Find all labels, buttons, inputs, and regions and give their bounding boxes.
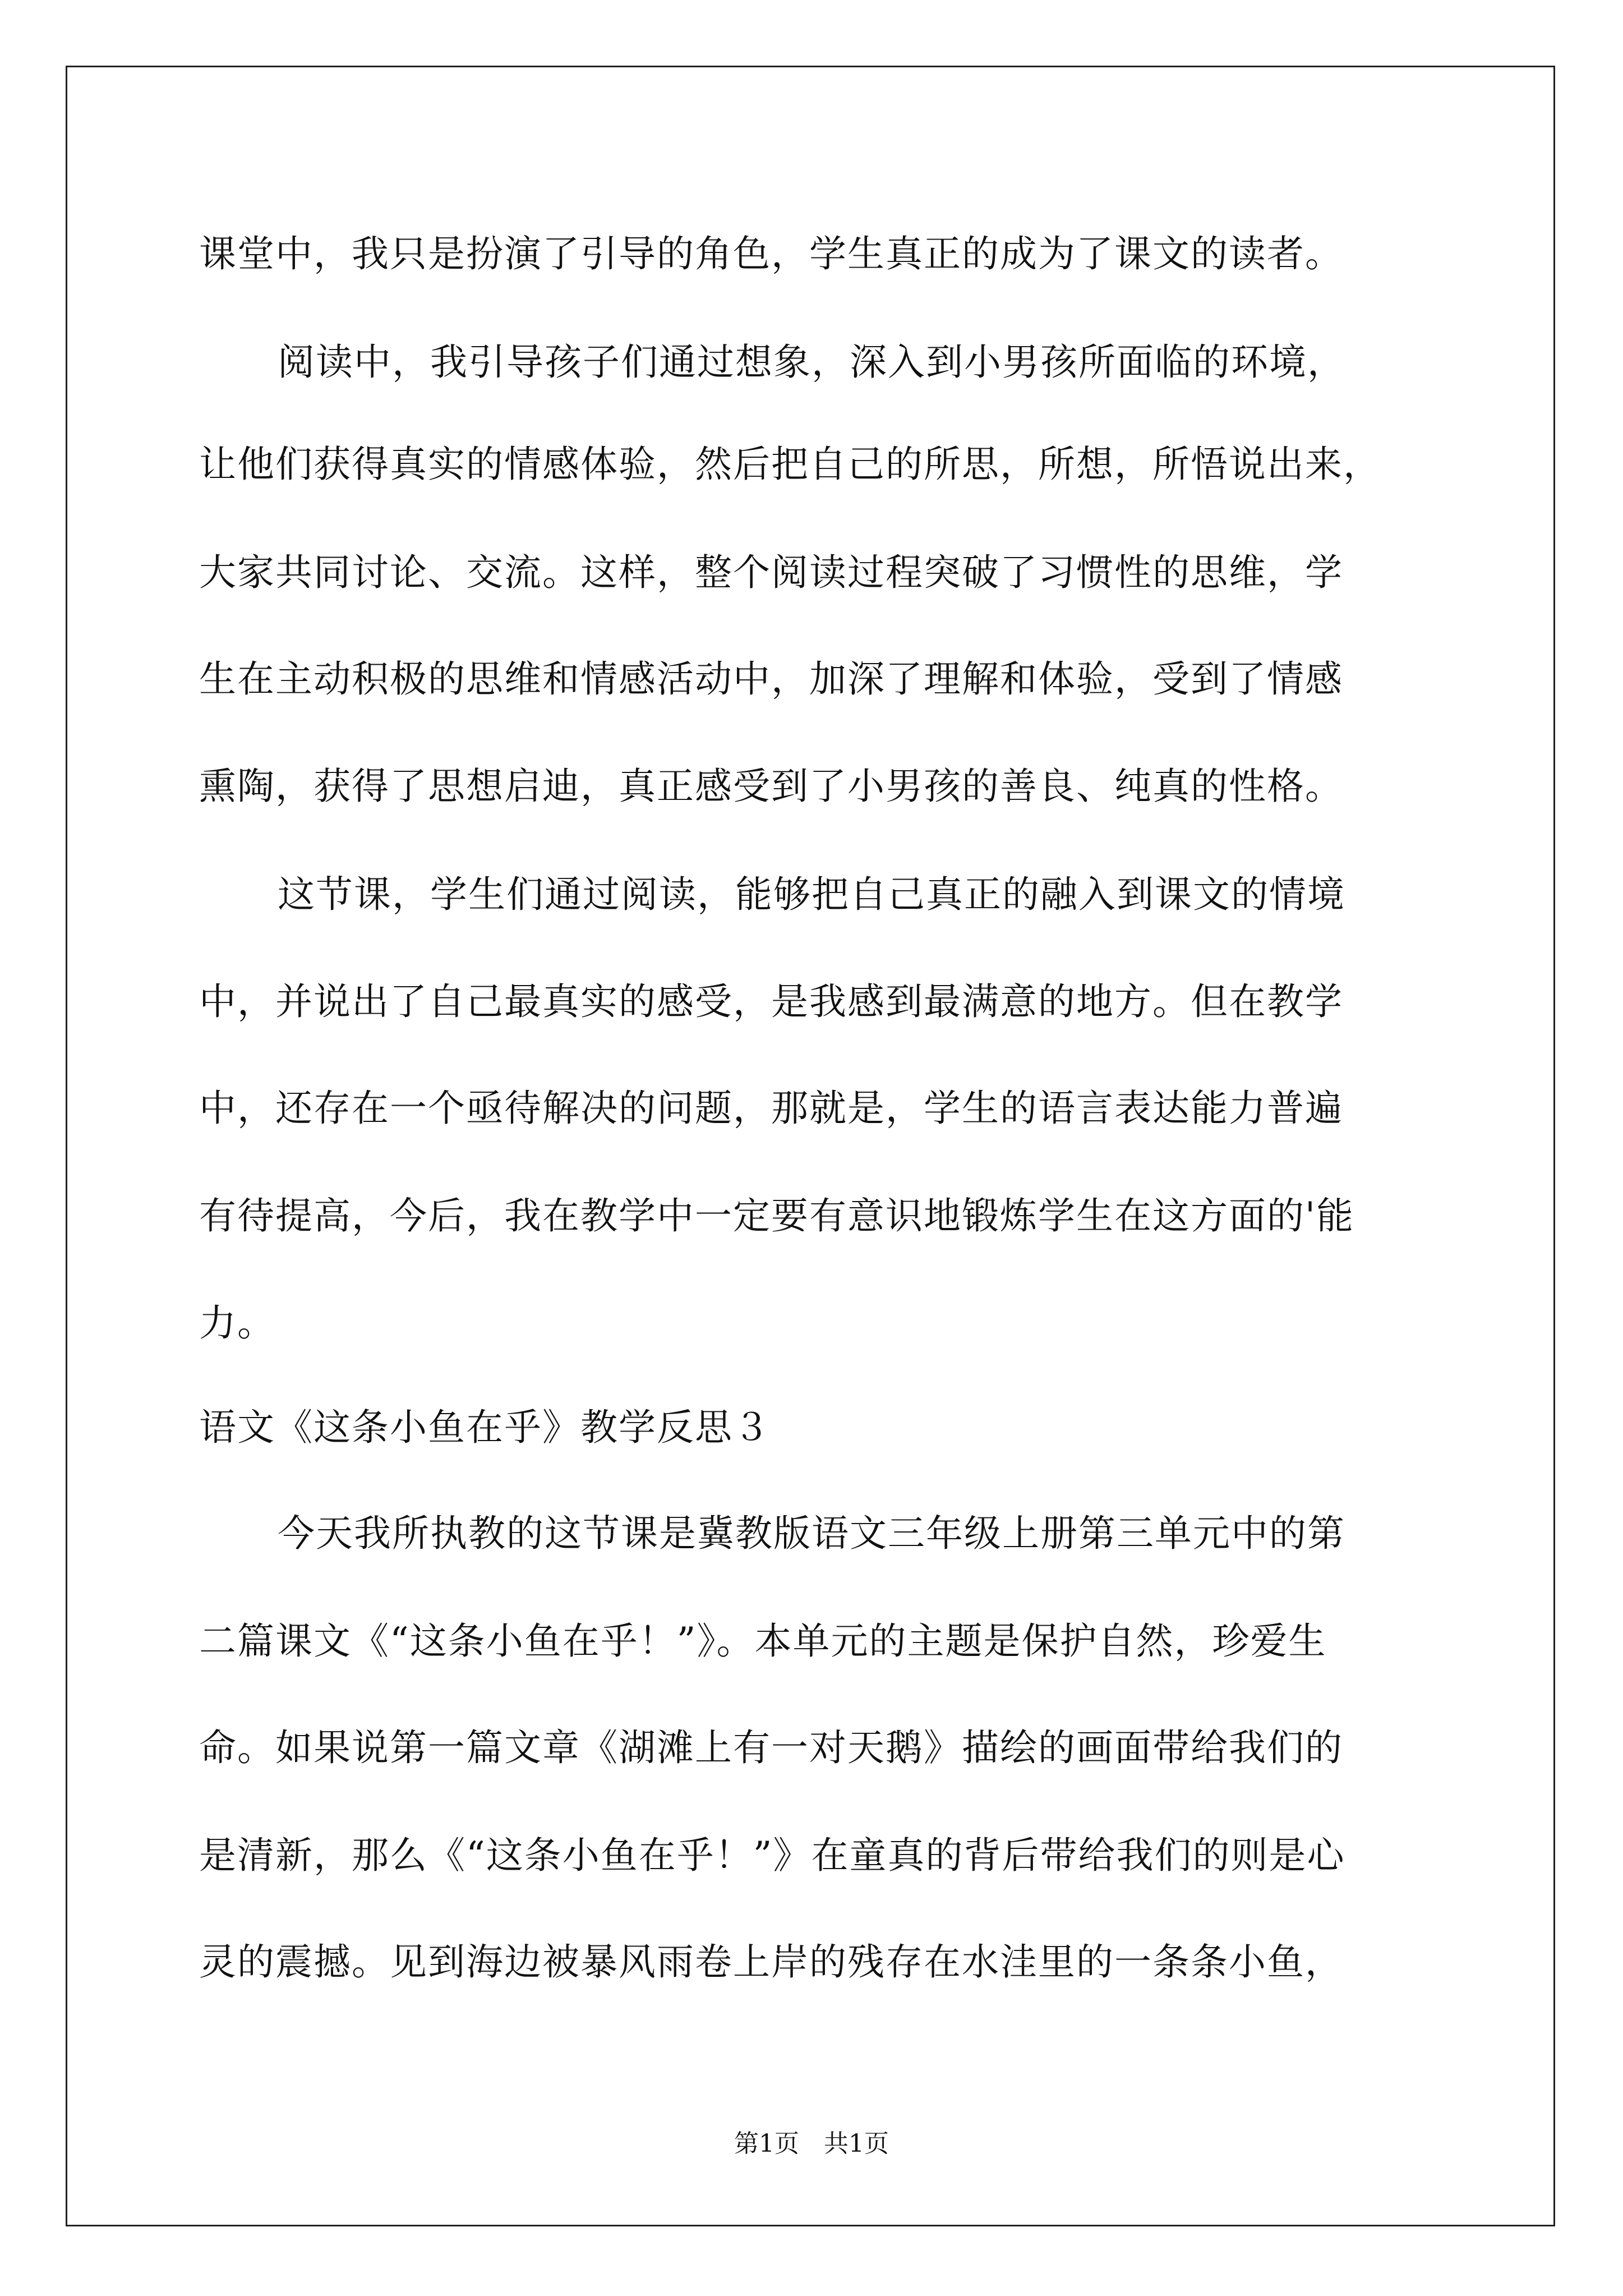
paragraph-line: 今天我所执教的这节课是冀教版语文三年级上册第三单元中的第 — [278, 1512, 1345, 1555]
paragraph-line: 让他们获得真实的情感体验，然后把自己的所思，所想，所悟说出来， — [199, 443, 1381, 486]
paragraph-line: 阅读中，我引导孩子们通过想象，深入到小男孩所面临的环境， — [278, 341, 1345, 384]
page-footer: 第1页 共1页 — [734, 2129, 889, 2158]
paragraph-line: 中，还存在一个亟待解决的问题，那就是，学生的语言表达能力普遍 — [199, 1087, 1343, 1130]
paragraph-line: 熏陶，获得了思想启迪，真正感受到了小男孩的善良、纯真的性格。 — [199, 765, 1343, 808]
page-border — [66, 66, 1555, 2226]
paragraph-line: 是清新，那么《“这条小鱼在乎！”》在童真的背后带给我们的则是心 — [199, 1834, 1345, 1877]
paragraph-line: 灵的震撼。见到海边被暴风雨卷上岸的残存在水洼里的一条条小鱼， — [199, 1940, 1343, 1984]
paragraph-line: 中，并说出了自己最真实的感受，是我感到最满意的地方。但在教学 — [199, 980, 1343, 1023]
paragraph-line: 生在主动积极的思维和情感活动中，加深了理解和体验，受到了情感 — [199, 657, 1343, 701]
paragraph-line: 大家共同讨论、交流。这样，整个阅读过程突破了习惯性的思维，学 — [199, 551, 1343, 594]
section-heading: 语文《这条小鱼在乎》教学反思３ — [199, 1406, 771, 1449]
paragraph-line: 这节课，学生们通过阅读，能够把自己真正的融入到课文的情境 — [278, 873, 1345, 916]
paragraph-line: 力。 — [199, 1301, 275, 1345]
paragraph-line: 有待提高，今后，我在教学中一定要有意识地锻炼学生在这方面的'能 — [199, 1194, 1355, 1237]
paragraph-line: 二篇课文《“这条小鱼在乎！”》。本单元的主题是保护自然，珍爱生 — [199, 1619, 1327, 1663]
paragraph-line: 命。如果说第一篇文章《湖滩上有一对天鹅》描绘的画面带给我们的 — [199, 1726, 1343, 1769]
paragraph-line: 课堂中，我只是扮演了引导的角色，学生真正的成为了课文的读者。 — [199, 232, 1343, 275]
